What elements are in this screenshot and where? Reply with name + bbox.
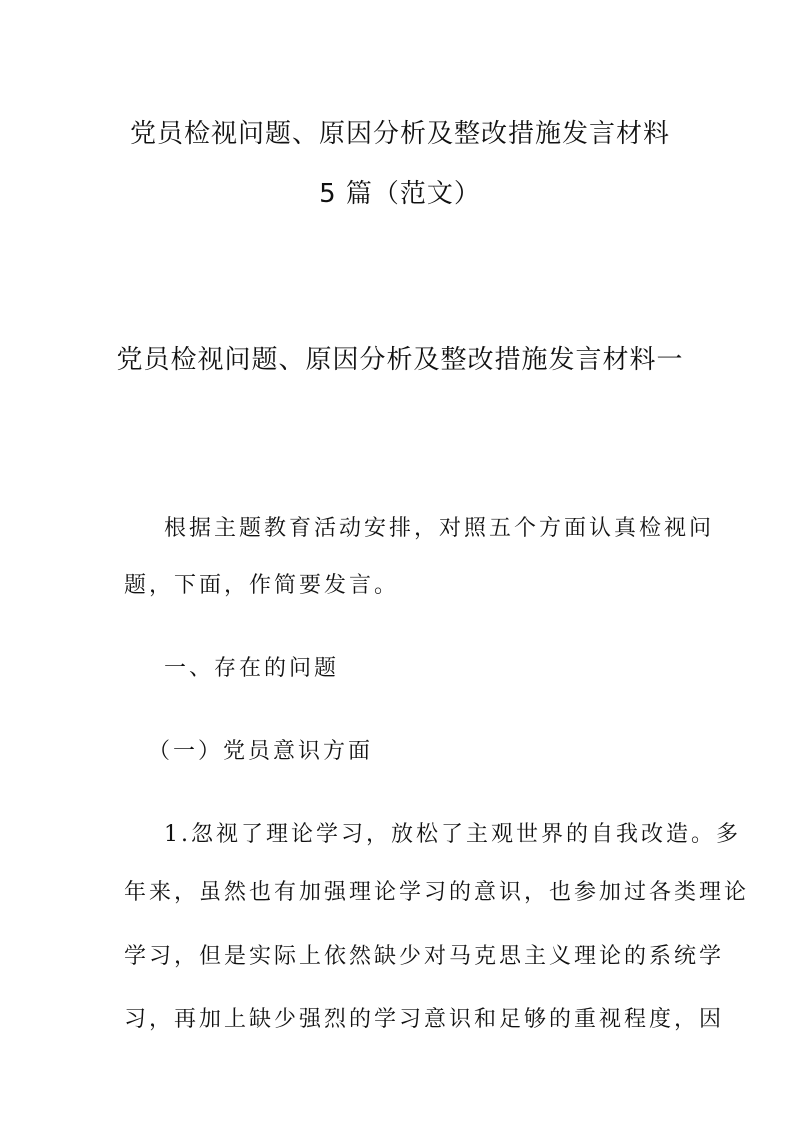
subheading-party-awareness: （一）党员意识方面 <box>148 739 374 764</box>
document-title-line2: 5 篇（范文） <box>319 179 481 209</box>
paragraph1-line1: 根据主题教育活动安排，对照五个方面认真检视问 <box>164 516 715 541</box>
item1-line1: 1.忽视了理论学习，放松了主观世界的自我改造。多 <box>164 822 741 847</box>
paragraph1-line2: 题，下面，作简要发言。 <box>124 573 400 598</box>
item1-line3: 学习，但是实际上依然缺少对马克思主义理论的系统学 <box>124 944 725 969</box>
item1-line4: 习，再加上缺少强烈的学习意识和足够的重视程度，因 <box>124 1007 725 1032</box>
heading-problems: 一、存在的问题 <box>164 656 340 681</box>
section-title: 党员检视问题、原因分析及整改措施发言材料一 <box>116 345 684 375</box>
item1-line2: 年来，虽然也有加强理论学习的意识，也参加过各类理论 <box>124 880 750 905</box>
document-title-line1: 党员检视问题、原因分析及整改措施发言材料 <box>129 119 670 149</box>
